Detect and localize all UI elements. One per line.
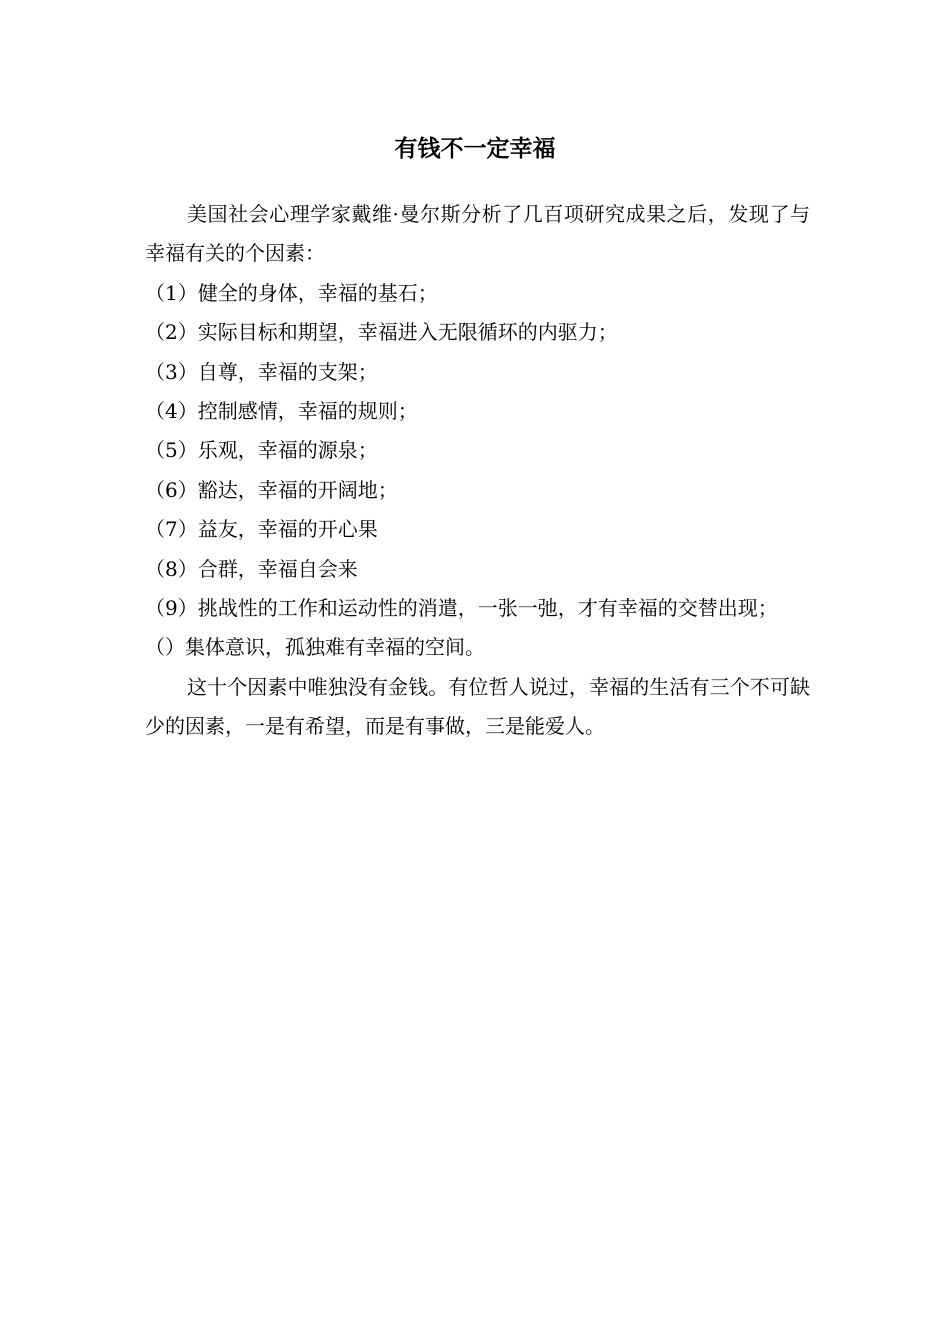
list-item: （）集体意识，孤独难有幸福的空间。 (145, 635, 485, 660)
list-item: （2）实际目标和期望，幸福进入无限循环的内驱力； (145, 320, 618, 345)
conclusion-paragraph: 这十个因素中唯独没有金钱。有位哲人说过，幸福的生活有三个不可缺少的因素，一是有希望，而是有事做，三是能爱人。 (145, 674, 810, 739)
document-body (145, 195, 810, 747)
intro-paragraph: 美国社会心理学家戴维·曼尔斯分析了几百项研究成果之后，发现了与幸福有关的个因素： (145, 202, 810, 266)
list-item: （6）豁达，幸福的开阔地； (145, 477, 398, 502)
list-item: （8）合群，幸福自会来 (145, 556, 358, 581)
list-item: （1）健全的身体，幸福的基石； (145, 280, 438, 305)
list-item: （9）挑战性的工作和运动性的消遣，一张一弛，才有幸福的交替出现； (145, 596, 778, 621)
list-item: （5）乐观，幸福的源泉； (145, 438, 378, 463)
list-item: （4）控制感情，幸福的规则； (145, 399, 418, 424)
list-item: （3）自尊，幸福的支架； (145, 359, 378, 384)
list-item: （7）益友，幸福的开心果 (145, 517, 378, 542)
document-title: 有钱不一定幸福 (394, 136, 556, 162)
